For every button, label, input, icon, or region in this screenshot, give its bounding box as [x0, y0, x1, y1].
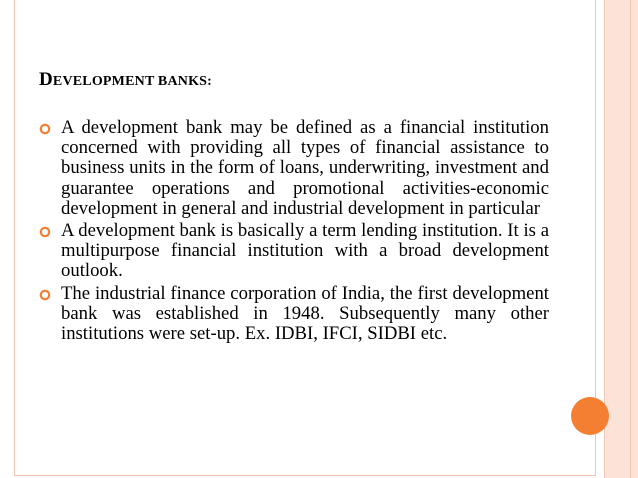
slide-title-cap: D: [39, 69, 53, 90]
bullet-item-3: [39, 284, 549, 345]
slide-title: [39, 70, 549, 89]
bullet-text-3: The industrial finance corporation of India, the first development bank was established in 1948. Subsequently many other institutions were set-up. Ex. IDBI, IFCI, SIDBI etc.: [61, 282, 549, 345]
bullet-text-2: A development bank is basically a term lending institution. It is a multipurpose financial institution with a broad development outlook.: [61, 220, 549, 282]
bullet-item-2: [39, 221, 549, 282]
right-band-divider: [630, 0, 631, 478]
orange-ring-bullet-icon: [39, 226, 51, 238]
orange-ring-bullet-icon: [39, 289, 51, 301]
right-decorative-band: [604, 0, 638, 478]
slide-title-smallcaps: EVELOPMENT BANKS:: [52, 74, 213, 89]
bullet-list: [39, 118, 549, 344]
orange-ring-bullet-icon: [39, 123, 51, 135]
bullet-text-1: A development bank may be defined as a financial institution concerned with providing all types of financial assistance to business units in the form of loans, underwriting, investment and guarantee operations and promotional activities-economic development in general and industrial development in particular: [61, 117, 549, 219]
bullet-item-1: [39, 118, 549, 219]
orange-circle-icon: [571, 397, 609, 435]
